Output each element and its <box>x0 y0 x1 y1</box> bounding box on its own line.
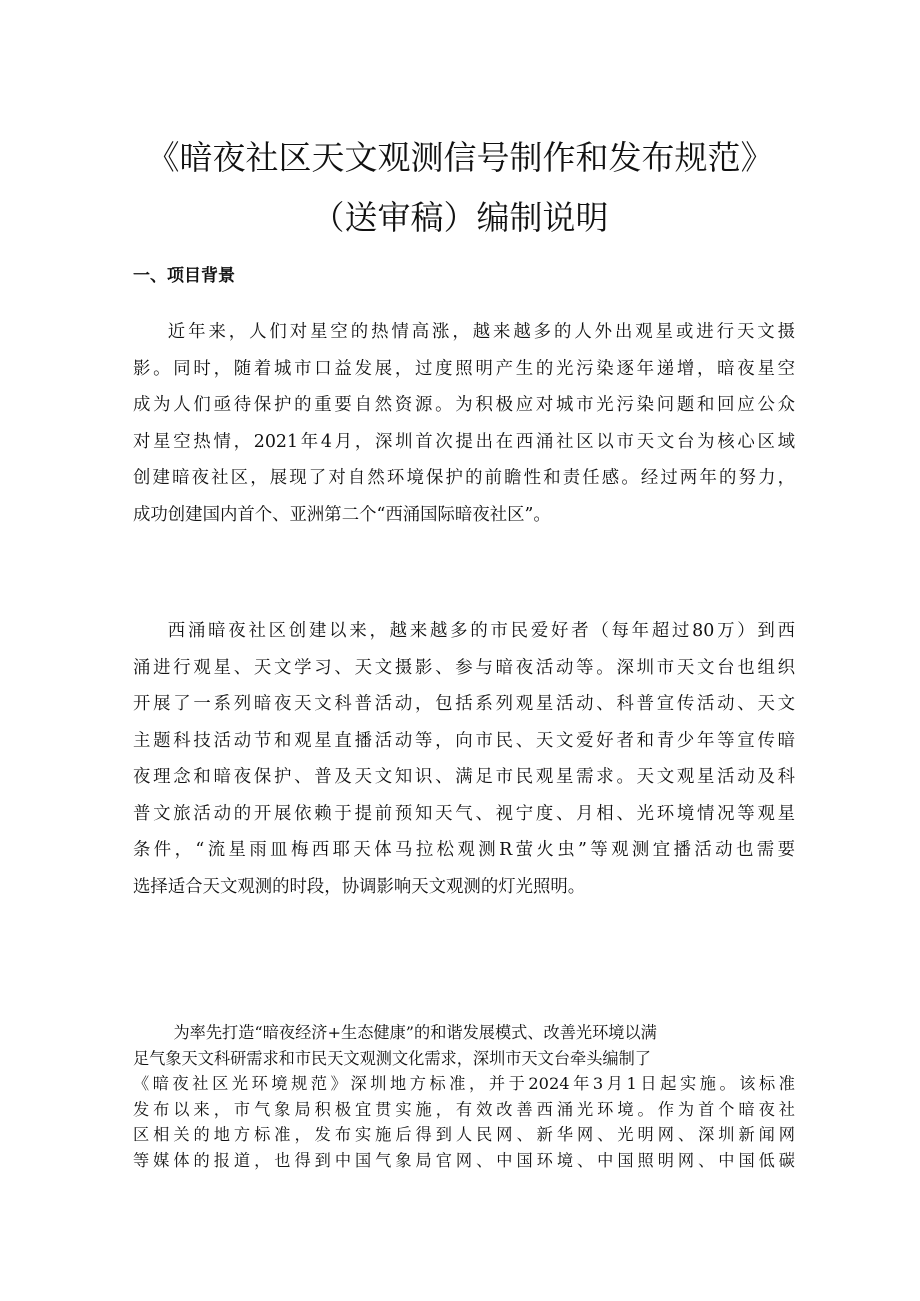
paragraph-2-line: 涌进行观星、天文学习、天文摄影、参与暗夜活动等。深圳市天文台也组织 <box>133 657 795 678</box>
paragraph-3-line: 为率先打造“暗夜经济+生态健康”的和谐发展模式、改善光环境以满 <box>173 1023 657 1042</box>
paragraph-1-line: 影。同时，随着城市口益发展，过度照明产生的光污染逐年递增，暗夜星空 <box>133 358 795 379</box>
paragraph-3-line: 足气象天文科研需求和市民天文观测文化需求，深圳市天文台牵头编制了 <box>133 1048 651 1068</box>
paragraph-1 <box>133 314 795 533</box>
paragraph-3 <box>133 1020 795 1173</box>
paragraph-3-line: 发布以来，市气象局积极宜贯实施，有效改善西涌光环境。作为首个暗夜社 <box>133 1099 795 1119</box>
paragraph-2-line: 西涌暗夜社区创建以来，越来越多的市民爱好者（每年超过80万）到西 <box>167 621 795 641</box>
paragraph-1-line: 近年来，人们对星空的热情高涨，越来越多的人外出观星或进行天文摄 <box>167 322 795 342</box>
document-title-line2: （送审稿）编制说明 <box>311 198 609 237</box>
paragraph-1-line: 成为人们亟待保护的重要自然资源。为积极应对城市光污染问题和回应公众 <box>133 395 795 415</box>
paragraph-3-line: 区相关的地方标准，发布实施后得到人民网、新华网、光明网、深圳新闻网 <box>133 1125 795 1144</box>
paragraph-3-line: 等媒体的报道，也得到中国气象局官网、中国环境、中国照明网、中国低碳 <box>133 1150 795 1170</box>
paragraph-1-line: 对星空热情，2021年4月，深圳首次提出在西涌社区以市天文台为核心区域 <box>133 431 795 452</box>
section-heading-project-background: 一、项目背景 <box>133 266 235 286</box>
paragraph-2 <box>133 613 795 905</box>
paragraph-2-line: 选择适合天文观测的时段，协调影响天文观测的灯光照明。 <box>133 876 586 897</box>
paragraph-1-line: 创建暗夜社区，展现了对自然环境保护的前瞻性和责任感。经过两年的努力， <box>133 468 795 488</box>
paragraph-2-line: 夜理念和暗夜保护、普及天文知识、满足市民观星需求。天文观星活动及科 <box>133 767 795 787</box>
paragraph-2-line: 主题科技活动节和观星直播活动等，向市民、天文爱好者和青少年等宣传暗 <box>133 730 795 751</box>
paragraph-3-line: 《暗夜社区光环境规范》深圳地方标准，并于2024年3月1日起实施。该标准 <box>133 1074 795 1093</box>
paragraph-2-line: 普文旅活动的开展依赖于提前预知天气、视宁度、月相、光环境情况等观星 <box>133 803 795 824</box>
document-title-line1: 《暗夜社区天文观测信号制作和发布规范》 <box>146 138 774 177</box>
paragraph-1-line: 成功创建国内首个、亚洲第二个“西涌国际暗夜社区”。 <box>133 504 551 525</box>
paragraph-2-line: 条件，“流星雨皿梅西耶天体马拉松观测R萤火虫”等观测宜播活动也需要 <box>133 840 795 860</box>
paragraph-2-line: 开展了一系列暗夜天文科普活动，包括系列观星活动、科普宣传活动、天文 <box>133 694 795 714</box>
